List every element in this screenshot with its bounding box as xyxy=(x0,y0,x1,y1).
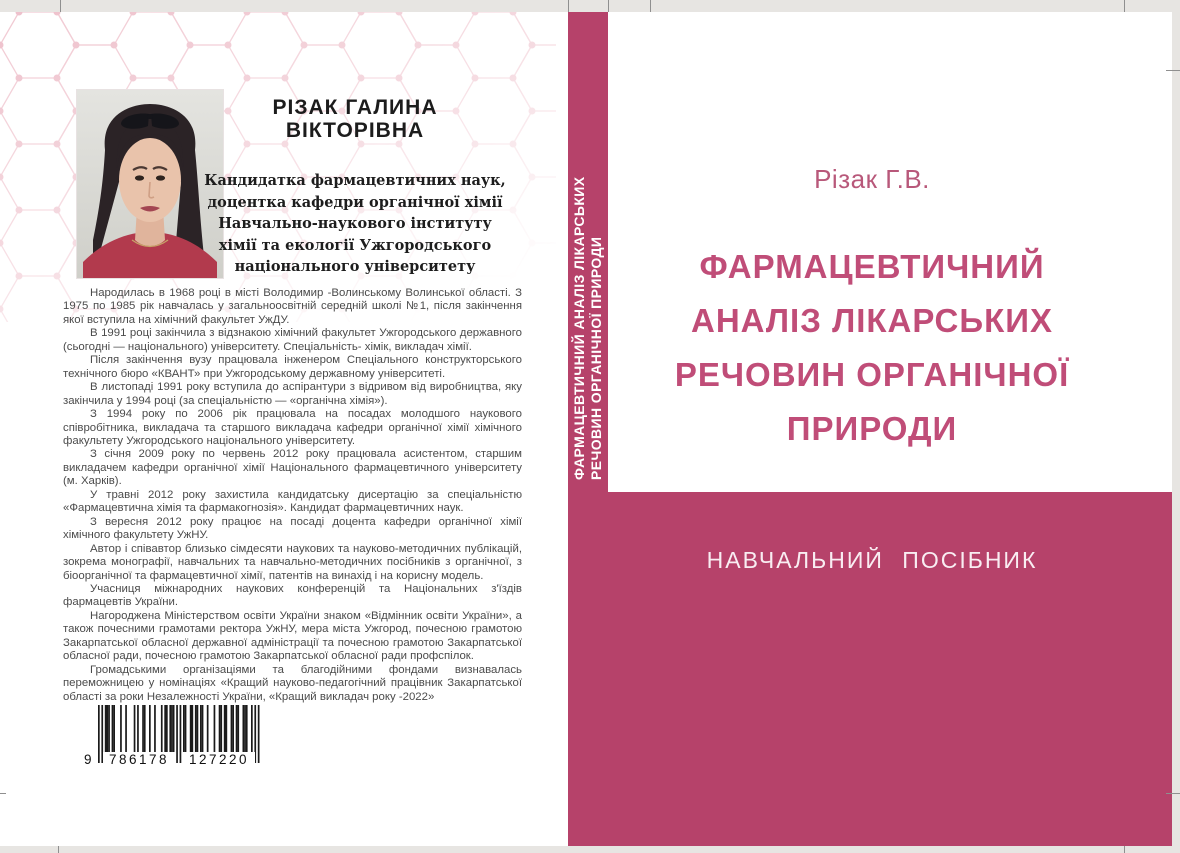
bio-paragraph: З вересня 2012 року працює на посаді доцента кафедри органічної хімії хімічного факультету УжНУ. xyxy=(63,515,522,542)
crop-mark xyxy=(650,0,651,12)
author-name xyxy=(205,96,505,142)
crop-mark xyxy=(1166,70,1180,71)
bio-paragraph: Учасниця міжнародних наукових конференцій та Національних з'їздів фармацевтів України. xyxy=(63,582,522,609)
author-biography xyxy=(63,287,522,704)
crop-mark xyxy=(1166,793,1180,794)
book-spine xyxy=(568,12,608,846)
bio-paragraph: Після закінчення вузу працювала інженером Спеціального конструкторського технічного бюро «КВАНТ» при Ужгородському державному університеті. xyxy=(63,354,522,380)
bio-paragraph: Народилась в 1968 році в місті Володимир -Волинському Волинської області. З 1975 по 1985 рік навчалась у загальноосвітній середній школі №1, після закінчення якої вступила на хімічний факультет УжДУ. xyxy=(63,287,522,326)
crop-mark xyxy=(0,793,6,794)
bio-paragraph: У травні 2012 року захистила кандидатську дисертацію за спеціальністю «Фармацевтична хімія та фармакогнозія». Кандидат фармацевтичних наук. xyxy=(63,488,522,515)
bio-paragraph: Автор і співавтор близько сімдесяти наукових та науково-методичних публікацій, зокрема монографії, навчальних та навчально-методичних посібників з органічної, з біоорганічної та фармацевтичної хімії, патентів на винахід і на корисну модель. xyxy=(63,542,522,582)
crop-mark xyxy=(1124,0,1125,12)
spine-title xyxy=(568,12,608,846)
book-title xyxy=(608,240,1136,456)
book-title-line1: ФАРМАЦЕВТИЧНИЙ xyxy=(699,248,1045,285)
back-cover xyxy=(0,12,568,846)
author-name-line1: РІЗАК ГАЛИНА xyxy=(272,96,438,119)
spine-title-line1: ФАРМАЦЕВТИЧНИЙ АНАЛІЗ ЛІКАРСЬКИХ xyxy=(571,176,587,480)
credentials-line: хімії та екології Ужгородського xyxy=(218,236,492,254)
book-title-line2: АНАЛІЗ ЛІКАРСЬКИХ xyxy=(691,302,1053,339)
spine-title-line2: РЕЧОВИН ОРГАНІЧНОЇ ПРИРОДИ xyxy=(588,236,604,480)
author-credentials xyxy=(155,170,555,278)
barcode-digit-group-2: 127220 xyxy=(183,752,255,767)
bio-paragraph: В 1991 році закінчила з відзнакою хімічний факультет Ужгородського державного (сьогодні — національного) університету. Спеціальність- хімік, викладач хімії. xyxy=(63,327,522,353)
bio-paragraph: Громадськими організаціями та благодійними фондами визнавалась переможницею у номінаціях «Кращий науково-педагогічний працівник Закарпатської області за роки Незалежності України, «Кращий викладач року -2022» xyxy=(63,663,522,703)
crop-mark xyxy=(58,846,59,853)
crop-mark xyxy=(1124,846,1125,853)
credentials-line: доцентка кафедри органічної хімії xyxy=(207,193,503,211)
credentials-line: національного університету xyxy=(234,258,476,275)
author-name-line2: ВІКТОРІВНА xyxy=(285,119,425,142)
front-bottom-band xyxy=(608,492,1172,846)
crop-mark xyxy=(60,0,61,12)
bio-paragraph: З січня 2009 року по червень 2012 року працювала асистентом, старшим викладачем кафедри органічної хімії Національного фармацевтичного університету (м. Харків). xyxy=(63,448,522,488)
crop-mark xyxy=(568,0,569,12)
barcode-digit-group-1: 786178 xyxy=(103,752,175,767)
book-title-line4: ПРИРОДИ xyxy=(786,410,958,447)
bio-paragraph: Нагороджена Міністерством освіти України знаком «Відмінник освіти України», а також почесними грамотами ректора УжНУ, мера міста Ужгород, почесною грамотою Закарпатської обласної державної адміністрації та почесною грамотою Закарпатської обласної ради, почесною грамотою Закарпатської обласної ради профспілок. xyxy=(63,609,522,663)
book-type-label: НАВЧАЛЬНИЙ ПОСІБНИК xyxy=(706,547,1038,573)
crop-mark xyxy=(608,0,609,12)
isbn-barcode xyxy=(84,705,284,777)
front-author-name: Різак Г.В. xyxy=(814,164,930,194)
bio-paragraph: З 1994 року по 2006 рік працювала на посадах молодшого наукового співробітника, викладача та старшого викладача кафедри органічної хімії хімічного факультету Ужгородського національного університету. xyxy=(63,408,522,447)
credentials-line: Кандидатка фармацевтичних наук, xyxy=(204,172,506,189)
front-cover xyxy=(608,12,1172,846)
bio-paragraph: В листопаді 1991 року вступила до аспірантури з відривом від виробництва, яку закінчила у 1994 році (за спеціальністю — «органічна хімія»). xyxy=(63,381,522,407)
book-title-line3: РЕЧОВИН ОРГАНІЧНОЇ xyxy=(674,356,1070,393)
credentials-line: Навчально-наукового інституту xyxy=(218,215,492,232)
cover-page xyxy=(0,12,1172,846)
barcode-prefix-digit: 9 xyxy=(84,752,92,767)
